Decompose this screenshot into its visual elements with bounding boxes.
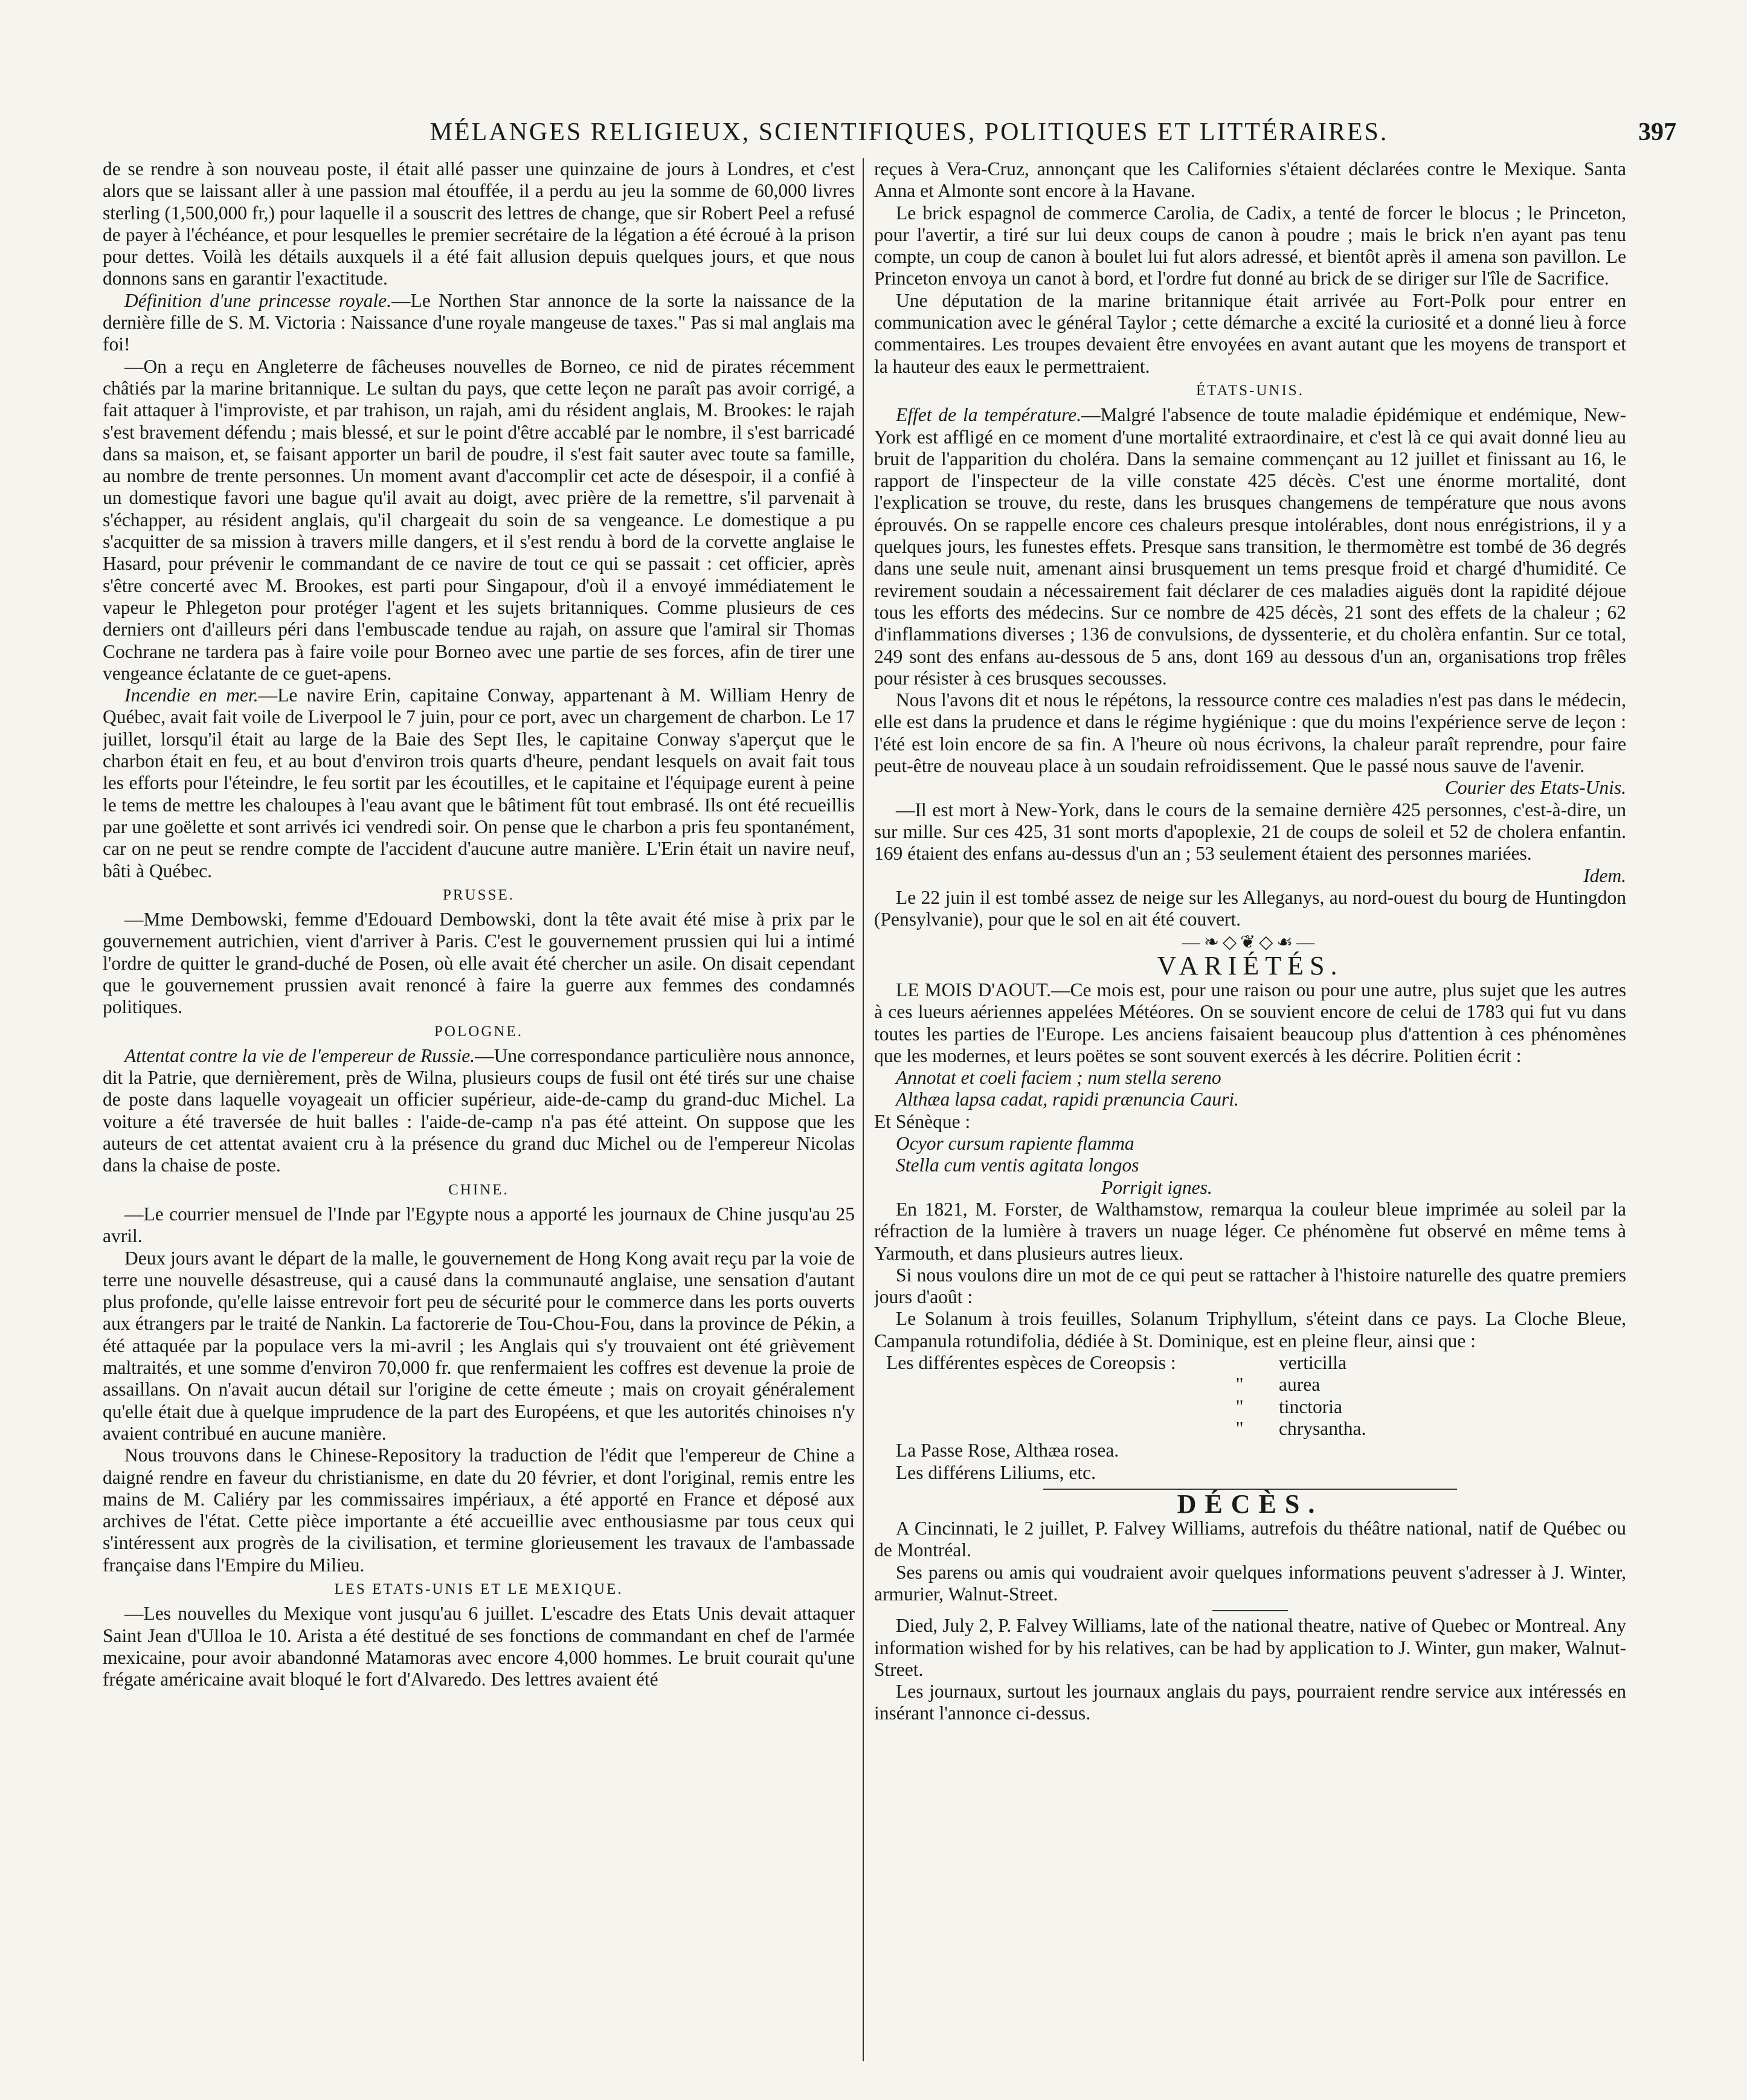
- article-paragraph: Une députation de la marine britannique était arrivée au Fort-Polk pour entrer en communication avec le général Taylor ; cette démarche a excité la curiosité et a donné lieu à force commentaires. Les troupes devaient être envoyées en avant autant que les moyens de transport et la hauteur des eaux le permettraient.: [874, 289, 1626, 377]
- article-text: —Une correspondance particulière nous annonce, dit la Patrie, que dernièrement, près de Wilna, plusieurs coups de fusil ont été tirés sur une chaise de poste dans laquelle voyageait un officier supérieur, aide-de-camp du grand-duc Michel. La voiture a été traversée de huit balles : l'aide-de-camp n'a pas été atteint. On suppose que les auteurs de cet attentat avaient cru à la présence du grand duc Michel ou de l'empereur Nicolas dans la chaise de poste.: [103, 1045, 855, 1176]
- article-paragraph: Died, July 2, P. Falvey Williams, late of the national theatre, native of Quebec or Montreal. Any information wished for by his relatives, can be had by application to J. Winter, gun maker, Walnut-Street.: [874, 1615, 1626, 1680]
- article-paragraph: Le Solanum à trois feuilles, Solanum Triphyllum, s'éteint dans ce pays. La Cloche Bleue, Campanula rotundifolia, dédiée à St. Dominique, est en pleine fleur, ainsi que :: [874, 1308, 1626, 1351]
- list-item: [886, 1352, 1626, 1374]
- running-head: [142, 118, 1676, 160]
- verse-line: Althæa lapsa cadat, rapidi prænuncia Cauri.: [896, 1089, 1239, 1110]
- page-number: 397: [1638, 118, 1676, 146]
- article-paragraph: —Le courrier mensuel de l'Inde par l'Egypte nous a apporté les journaux de Chine jusqu'au 25 avril.: [103, 1203, 855, 1247]
- article-paragraph: [103, 1045, 855, 1177]
- article-paragraph: Ses parens ou amis qui voudraient avoir quelques informations peuvent s'adresser à J. Winter, armurier, Walnut-Street.: [874, 1561, 1626, 1605]
- section-heading-pologne: POLOGNE.: [434, 1023, 523, 1040]
- list-item-label: Les différentes espèces de Coreopsis :: [886, 1352, 1176, 1374]
- ornament-divider: —❧◇❦◇☙—: [1182, 932, 1319, 953]
- article-paragraph: —Mme Dembowski, femme d'Edouard Dembowski, dont la tête avait été mise à prix par le gouvernement autrichien, vient d'arriver à Paris. C'est le gouvernement prussien qui lui a intimé l'ordre de quitter le grand-duché de Posen, où elle avait été chercher un asile. On disait cependant que le gouvernement prussien avait renoncé à faire la guerre aux femmes des condamnés politiques.: [103, 909, 855, 1018]
- list-item-value: tinctoria: [1279, 1396, 1342, 1417]
- article-paragraph: [103, 684, 855, 882]
- article-paragraph: A Cincinnati, le 2 juillet, P. Falvey Williams, autrefois du théâtre national, natif de Québec ou de Montréal.: [874, 1518, 1626, 1561]
- article-paragraph: Le brick espagnol de commerce Carolia, de Cadix, a tenté de forcer le blocus ; le Princeton, pour l'avertir, a tiré sur lui deux coups de canon à poudre ; mais le brick n'en ayant pas tenu compte, un coup de canon à boulet lui fut alors adressé, et bientôt après il amena son pavillon. Le Princeton envoya un canot à bord, et l'ordre fut donné au brick de se diriger sur l'île de Sacrifice.: [874, 202, 1626, 289]
- article-lead: Effet de la température.: [896, 404, 1082, 426]
- column-divider: [863, 158, 864, 2061]
- article-paragraph: —Les nouvelles du Mexique vont jusqu'au 6 juillet. L'escadre des Etats Unis devait attaquer Saint Jean d'Ulloa le 10. Arista a été destitué de ses fonctions de commandant en chef de l'armée mexicaine, pour avoir abandonné Matamoras avec encore 4,000 hommes. Le bruit courait qu'une frégate américaine avait bloqué le fort d'Alvaredo. Des lettres avaient été: [103, 1603, 855, 1690]
- article-paragraph: Et Sénèque :: [874, 1110, 971, 1132]
- section-heading-prusse: PRUSSE.: [443, 886, 515, 903]
- ditto-mark: ": [1235, 1374, 1244, 1396]
- list-item-value: verticilla: [1279, 1352, 1346, 1374]
- verse-line: Ocyor cursum rapiente flamma: [896, 1133, 1134, 1155]
- list-item-value: chrysantha.: [1279, 1417, 1366, 1439]
- section-heading-varietes: VARIÉTÉS.: [1157, 950, 1343, 981]
- running-title: MÉLANGES RELIGIEUX, SCIENTIFIQUES, POLITIQUES ET LITTÉRAIRES.: [430, 118, 1389, 146]
- source-signature: Idem.: [1583, 865, 1626, 886]
- article-paragraph: reçues à Vera-Cruz, annonçant que les Californies s'étaient déclarées contre le Mexique. Santa Anna et Almonte sont encore à la Havane.: [874, 158, 1626, 202]
- left-column: [103, 158, 855, 2061]
- article-text: —Le navire Erin, capitaine Conway, appartenant à M. William Henry de Québec, avait fait voile de Liverpool le 7 juin, pour ce port, avec un chargement de charbon. Le 17 juillet, lorsqu'il était au large de la Baie des Sept Iles, le capitaine Conway s'aperçut que le charbon était en feu, et au bout d'environ trois quarts d'heure, pendant lesquels on avait fait tous les efforts pour l'éteindre, le feu sortit par les écoutilles, et le capitaine et l'équipage eurent à peine le tems de mettre les chaloupes à l'eau avant que le bâtiment fût tout embrasé. Ils ont été recueillis par une goëlette et sont arrivés ici vendredi soir. On pense que le charbon a pris feu spontanément, car on ne peut se rendre compte de l'accident d'aucune autre manière. L'Erin était un navire neuf, bâti à Québec.: [103, 684, 855, 881]
- article-paragraph: Les différens Liliums, etc.: [896, 1461, 1096, 1483]
- article-paragraph: En 1821, M. Forster, de Walthamstow, remarqua la couleur bleue imprimée au soleil par la réfraction de la lumière à travers un nuage léger. Ce phénomène fut observé en même tems à Yarmouth, et dans plusieurs autres lieux.: [874, 1198, 1626, 1264]
- article-paragraph: Si nous voulons dire un mot de ce qui peut se rattacher à l'histoire naturelle des quatre premiers jours d'août :: [874, 1264, 1626, 1308]
- article-paragraph: La Passe Rose, Althæa rosea.: [896, 1440, 1119, 1461]
- ditto-mark: ": [1235, 1396, 1244, 1417]
- article-paragraph: Nous trouvons dans le Chinese-Repository la traduction de l'édit que l'empereur de Chine a daigné rendre en faveur du christianisme, en date du 20 février, et dont l'original, remis entre les mains de M. Caliéry par les commissaires impériaux, a été apporté en France et déposé aux archives de l'état. Cette pièce importante a été accueillie avec enthousiasme par tous ceux qui s'intéressent aux progrès de la civilisation, et termine glorieusement les travaux de l'ambassade française dans l'Empire du Milieu.: [103, 1445, 855, 1576]
- verse-line: Porrigit ignes.: [1101, 1176, 1212, 1198]
- article-paragraph: —Il est mort à New-York, dans le cours de la semaine dernière 425 personnes, c'est-à-dire, un sur mille. Sur ces 425, 31 sont morts d'apoplexie, 21 de coups de soleil et 52 de cholera enfantin. 169 étaient des enfans au-dessus d'un an ; 53 seulement étaient des personnes mariées.: [874, 799, 1626, 865]
- article-paragraph: Les journaux, surtout les journaux anglais du pays, pourraient rendre service aux intéressés en insérant l'annonce ci-dessus.: [874, 1681, 1626, 1724]
- article-paragraph: Deux jours avant le départ de la malle, le gouvernement de Hong Kong avait reçu par la voie de terre une nouvelle désastreuse, qui a causé dans la communauté anglaise, une sensation d'autant plus profonde, qu'elle laisse entrevoir fort peu de sécurité pour le commerce dans les ports ouverts aux étrangers par le traité de Nankin. La factorerie de Tou-Chou-Fou, dans la province de Pékin, a été attaquée par la populace vers la mi-avril ; les Anglais qui s'y trouvaient ont été grièvement maltraités, et une somme d'environ 70,000 fr. que renfermaient les coffres est devenue la proie de assaillans. On n'avait aucun détail sur l'origine de cette émeute ; mais on croyait généralement qu'elle était due à quelque imprudence de la part des Européens, et que les autorités chinoises n'y avaient contribué en aucune manière.: [103, 1247, 855, 1444]
- source-signature: Courier des Etats-Unis.: [1444, 777, 1626, 799]
- article-paragraph: [103, 290, 855, 356]
- article-text: —Malgré l'absence de toute maladie épidémique et endémique, New-York est affligé en ce moment d'une mortalité extraordinaire, et c'est là ce qui avait donné lieu au bruit de l'apparition du choléra. Dans la semaine commençant au 12 juillet et finissant au 16, le rapport de l'inspecteur de la ville constate 425 décès. C'est une énorme mortalité, dont l'explication se trouve, du reste, dans les brusques changemens de température que nous avons éprouvés. On se rappelle encore ces chaleurs presque intolérables, dont nous enrégistrions, il y a quelques jours, les funestes effets. Presque sans transition, le thermomètre est tombé de 36 degrés dans une seule nuit, amenant ainsi brusquement un tems presque froid et chargé d'humidité. Ce revirement soudain a nécessairement fait déclarer de ces maladies aiguës dont la rapidité déjoue tous les efforts des médecins. Sur ce nombre de 425 décès, 21 sont des effets de la chaleur ; 62 d'inflammations diverses ; 136 de convulsions, de dyssenterie, et du cholèra enfantin. Sur ce total, 249 sont des enfans au-dessous de 5 ans, dont 169 au dessous d'un an, organisations trop frêles pour résister à ces brusques secousses.: [874, 404, 1626, 689]
- article-text: —Le Northen Star annonce de la sorte la naissance de la dernière fille de S. M. Victoria : Naissance d'une royale mangeuse de taxes." Pas si mal anglais ma foi!: [103, 289, 855, 355]
- ditto-mark: ": [1235, 1417, 1244, 1439]
- article-paragraph: LE MOIS D'AOUT.—Ce mois est, pour une raison ou pour une autre, plus sujet que les autres à ces lueurs aériennes appelées Météores. On se souvient encore de celui de 1783 qui fut vu dans toutes les parties de l'Europe. Les anciens faisaient beaucoup plus d'attention à ces phénomènes que les modernes, et leurs poëtes se sont souvent exercés à les décrire. Politien écrit :: [874, 979, 1626, 1066]
- right-column: [874, 158, 1626, 2061]
- article-paragraph: Le 22 juin il est tombé assez de neige sur les Alleganys, au nord-ouest du bourg de Huntingdon (Pensylvanie), pour que le sol en ait été couvert.: [874, 886, 1626, 930]
- verse-line: Annotat et coeli faciem ; num stella sereno: [896, 1067, 1221, 1089]
- article-paragraph: [874, 404, 1626, 689]
- section-heading-etats-unis: ÉTATS-UNIS.: [1196, 382, 1304, 399]
- section-heading-chine: CHINE.: [448, 1181, 509, 1198]
- list-item: [886, 1374, 1626, 1396]
- article-paragraph: de se rendre à son nouveau poste, il était allé passer une quinzaine de jours à Londres, et c'est alors que se laissant aller à une passion mal étouffée, il a perdu au jeu la somme de 60,000 livres sterling (1,500,000 fr,) pour laquelle il a souscrit des lettres de change, que sir Robert Peel a refusé de payer à l'échéance, et pour lesquelles le premier secrétaire de la légation a été écroué à la prison pour dettes. Voilà les détails auxquels il a été fait allusion depuis quelques jours, et que nous donnons sans en garantir l'exactitude.: [103, 158, 855, 289]
- article-lead: Attentat contre la vie de l'empereur de Russie.: [124, 1045, 475, 1066]
- list-item: [886, 1418, 1626, 1440]
- verse-line: Stella cum ventis agitata longos: [896, 1155, 1139, 1176]
- short-rule: [1212, 1610, 1288, 1611]
- article-paragraph: Nous l'avons dit et nous le répétons, la ressource contre ces maladies n'est pas dans le médecin, elle est dans la prudence et dans le régime hygiénique : que du moins l'expérience serve de leçon : l'été est loin encore de sa fin. A l'heure où nous écrivons, la chaleur paraît reprendre, pour faire peut-être de nouveau place à un soudain refroidissement. Que le passé nous sauve de l'avenir.: [874, 689, 1626, 777]
- article-paragraph: —On a reçu en Angleterre de fâcheuses nouvelles de Borneo, ce nid de pirates récemment châtiés par la marine britannique. Le sultan du pays, que cette leçon ne paraît pas avoir corrigé, a fait attaquer à l'improviste, et par trahison, un rajah, ami du résident anglais, M. Brookes: le rajah s'est bravement défendu ; mais blessé, et sur le point d'être accablé par le nombre, il s'est barricadé dans sa maison, et, se faisant apporter un baril de poudre, il s'est fait sauter avec toute sa famille, au nombre de trente personnes. Un moment avant d'accomplir cet acte de désespoir, il a confié à un domestique favori une bague qu'il avait au doigt, avec prière de la remettre, s'il parvenait à s'échapper, au résident anglais, qu'il chargeait du soin de sa vengeance. Le domestique a pu s'acquitter de sa mission à travers mille dangers, et il s'est rendu à bord de la corvette anglaise le Hasard, pour prévenir le commandant de ce navire de tout ce qui se passait : cet officier, après s'être concerté avec M. Brookes, est parti pour Singapour, d'où il a envoyé immédiatement le vapeur le Phlegeton pour protéger l'agent et les sujets britanniques. Comme plusieurs de ces derniers ont d'ailleurs péri dans l'embuscade tendue au rajah, on assure que l'amiral sir Thomas Cochrane ne tardera pas à faire voile pour Borneo avec une partie de ses forces, afin de tirer une vengeance éclatante de ce guet-apens.: [103, 355, 855, 684]
- list-item-value: aurea: [1279, 1374, 1321, 1396]
- section-heading-deces: DÉCÈS.: [1177, 1489, 1324, 1519]
- list-item: [886, 1396, 1626, 1418]
- article-lead: Définition d'une princesse royale.: [124, 289, 391, 311]
- article-lead: Incendie en mer.: [124, 684, 259, 706]
- section-heading-etats-mexique: LES ETATS-UNIS ET LE MEXIQUE.: [334, 1581, 623, 1597]
